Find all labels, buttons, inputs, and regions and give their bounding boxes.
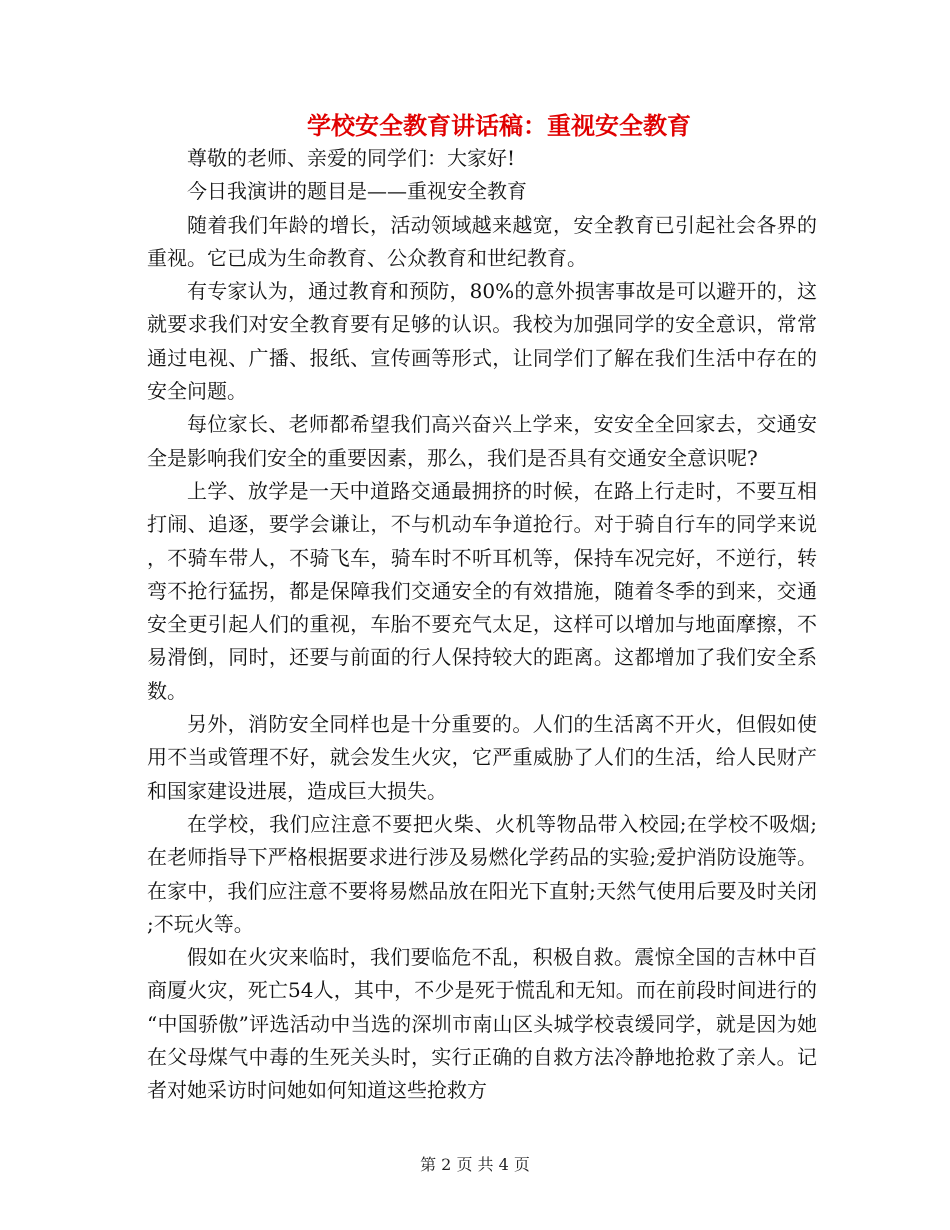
document-title: 学校安全教育讲话稿：重视安全教育 — [307, 111, 691, 140]
paragraph: 在学校，我们应注意不要把火柴、火机等物品带入校园;在学校不吸烟;在老师指导下严格根据要求进行涉及易燃化学药品的实验;爱护消防设施等。在家中，我们应注意不要将易燃品放在阳光下直射;天然气使用后要及时关闭;不玩火等。 — [147, 811, 817, 936]
page-number-footer: 第 2 页 共 4 页 — [420, 1155, 530, 1174]
paragraph: 每位家长、老师都希望我们高兴奋兴上学来，安安全全回家去，交通安全是影响我们安全的重要因素，那么，我们是否具有交通安全意识呢? — [147, 412, 817, 470]
paragraph: 有专家认为，通过教育和预防，80%的意外损害事故是可以避开的，这就要求我们对安全教育要有足够的认识。我校为加强同学的安全意识，常常通过电视、广播、报纸、宣传画等形式，让同学们了解在我们生活中存在的安全问题。 — [147, 279, 817, 404]
document-body — [147, 142, 817, 1108]
paragraph-greeting: 尊敬的老师、亲爱的同学们：大家好! — [187, 146, 516, 170]
paragraph: 上学、放学是一天中道路交通最拥挤的时候，在路上行走时，不要互相打闹、追逐，要学会谦让，不与机动车争道抢行。对于骑自行车的同学来说，不骑车带人，不骑飞车，骑车时不听耳机等，保持车况完好，不逆行，转弯不抢行猛拐，都是保障我们交通安全的有效措施，随着冬季的到来，交通安全更引起人们的重视，车胎不要充气太足，这样可以增加与地面摩擦，不易滑倒，同时，还要与前面的行人保持较大的距离。这都增加了我们安全系数。 — [147, 478, 817, 703]
paragraph: 假如在火灾来临时，我们要临危不乱，积极自救。震惊全国的吉林中百商厦火灾，死亡54人，其中，不少是死于慌乱和无知。而在前段时间进行的 “中国骄傲”评选活动中当选的深圳市南山区头城学校袁缓同学，就是因为她在父母煤气中毒的生死关头时，实行正确的自救方法冷静地抢救了亲人。记者对她采访时问她如何知道这些抢救方 — [147, 945, 817, 1103]
paragraph-topic: 今日我演讲的题目是——重视安全教育 — [187, 179, 527, 204]
paragraph: 另外，消防安全同样也是十分重要的。人们的生活离不开火，但假如使用不当或管理不好，就会发生火灾，它严重威胁了人们的生活，给人民财产和国家建设进展，造成巨大损失。 — [147, 712, 817, 803]
paragraph: 随着我们年龄的增长，活动领域越来越宽，安全教育已引起社会各界的重视。它已成为生命教育、公众教育和世纪教育。 — [147, 212, 817, 270]
